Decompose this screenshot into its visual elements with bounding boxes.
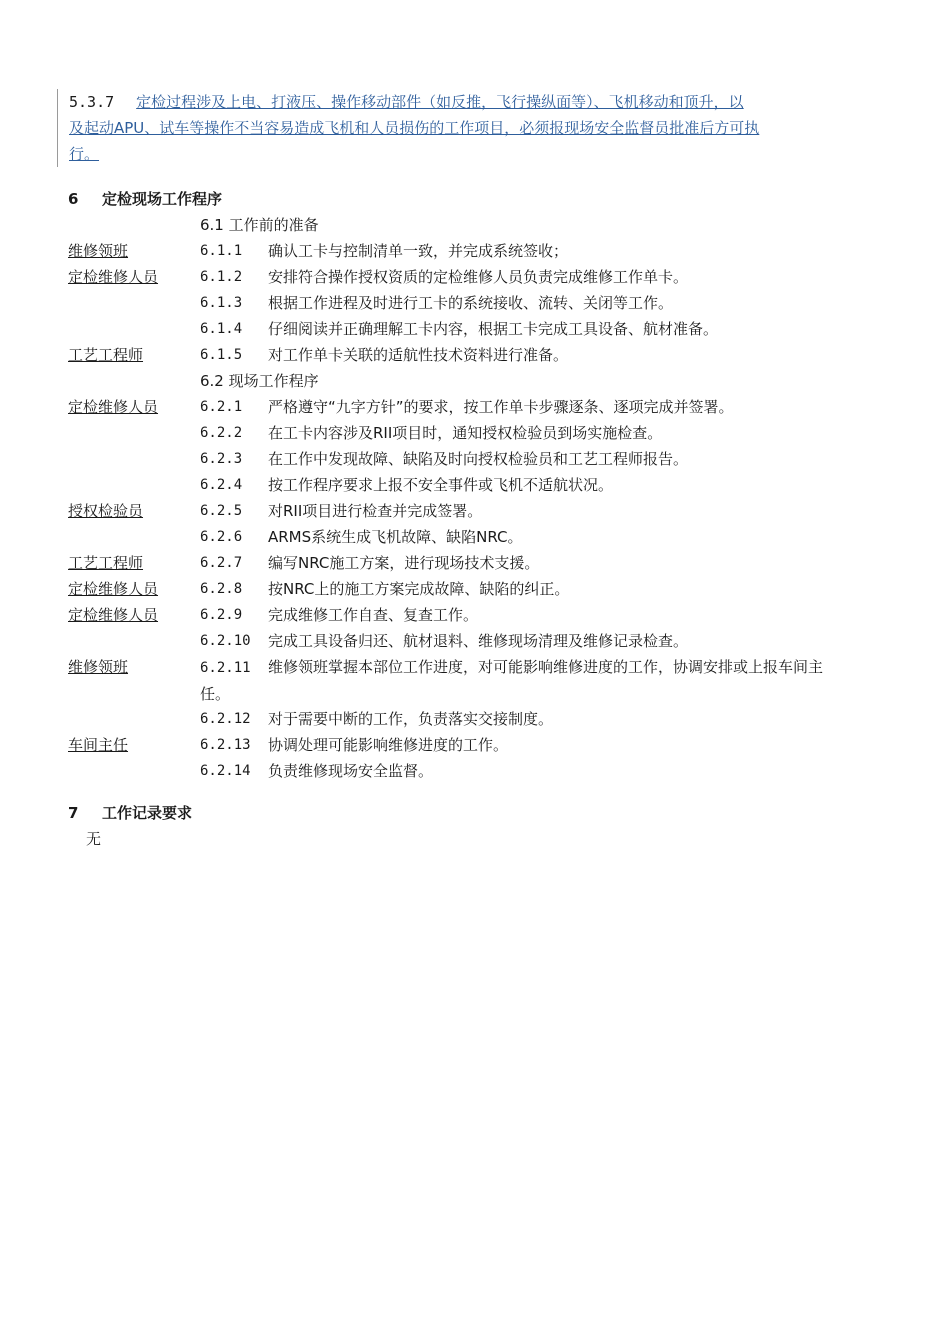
list-item — [68, 602, 848, 628]
role-label: 定检维修人员 — [68, 606, 159, 624]
item-number: 6.2.8 — [200, 581, 243, 597]
role-label: 车间主任 — [68, 736, 129, 754]
list-item — [68, 446, 848, 472]
item-text: 维修领班掌握本部位工作进度，对可能影响维修进度的工作，协调安排或上报车间主任。 — [200, 658, 824, 703]
item-text: 仔细阅读并正确理解工卡内容，根据工卡完成工具设备、航材准备。 — [268, 320, 719, 338]
section-7-number: 7 — [68, 804, 79, 822]
role-label: 维修领班 — [68, 242, 129, 260]
list-item — [68, 394, 848, 420]
list-item — [68, 498, 848, 524]
item-text: 根据工作进程及时进行工卡的系统接收、流转、关闭等工作。 — [268, 294, 674, 312]
subsection-6-1-title: 6.1 工作前的准备 — [200, 216, 319, 234]
subsection-6-2 — [68, 368, 848, 394]
item-text: 负责维修现场安全监督。 — [268, 762, 434, 780]
item-text: 严格遵守“九字方针”的要求，按工作单卡步骤逐条、逐项完成并签署。 — [268, 398, 734, 416]
role-label: 定检维修人员 — [68, 398, 159, 416]
section-7-heading — [68, 800, 192, 826]
item-number: 6.2.11 — [200, 660, 251, 676]
section-5-3-7-text-2: 及起动APU、试车等操作不当容易造成飞机和人员损伤的工作项目，必须报现场安全监督员批准后方可执 — [69, 119, 760, 137]
section-5-3-7-text-1: 定检过程涉及上电、打液压、操作移动部件（如反推，飞行操纵面等）、飞机移动和顶升，以 — [136, 93, 744, 111]
item-number: 6.2.10 — [200, 633, 251, 649]
section-5-3-7 — [57, 89, 859, 167]
role-label: 工艺工程师 — [68, 346, 144, 364]
item-text: 按NRC上的施工方案完成故障、缺陷的纠正。 — [268, 580, 570, 598]
role-label: 维修领班 — [68, 658, 129, 676]
item-number: 6.2.3 — [200, 451, 243, 467]
item-number: 6.2.7 — [200, 555, 243, 571]
list-item — [68, 264, 848, 290]
item-number: 6.2.2 — [200, 425, 243, 441]
item-number: 6.2.9 — [200, 607, 243, 623]
item-text: 在工作中发现故障、缺陷及时向授权检验员和工艺工程师报告。 — [268, 450, 689, 468]
item-number: 6.1.5 — [200, 347, 243, 363]
item-text: 确认工卡与控制清单一致，并完成系统签收； — [268, 242, 569, 260]
section-7-content: 无 — [86, 830, 102, 848]
section-6-heading — [68, 186, 222, 212]
list-item — [68, 524, 848, 550]
item-number: 6.1.2 — [200, 269, 243, 285]
list-item — [68, 238, 848, 264]
item-text: 在工卡内容涉及RII项目时，通知授权检验员到场实施检查。 — [268, 424, 663, 442]
list-item — [68, 628, 848, 654]
item-text: ARMS系统生成飞机故障、缺陷NRC。 — [268, 528, 523, 546]
item-text: 编写NRC施工方案，进行现场技术支援。 — [268, 554, 540, 572]
item-text: 对工作单卡关联的适航性技术资料进行准备。 — [268, 346, 569, 364]
list-item — [68, 472, 848, 498]
list-item — [68, 550, 848, 576]
item-text-wrapped — [200, 654, 840, 707]
item-text: 对于需要中断的工作，负责落实交接制度。 — [268, 710, 554, 728]
list-item — [68, 706, 848, 732]
item-number: 6.2.4 — [200, 477, 243, 493]
section-5-3-7-text-3: 行。 — [69, 145, 100, 163]
subsection-6-2-title: 6.2 现场工作程序 — [200, 372, 319, 390]
item-number: 6.2.6 — [200, 529, 243, 545]
item-number: 6.2.12 — [200, 711, 251, 727]
role-label: 定检维修人员 — [68, 268, 159, 286]
list-item — [68, 290, 848, 316]
item-number: 6.1.3 — [200, 295, 243, 311]
role-label: 授权检验员 — [68, 502, 144, 520]
section-5-3-7-number: 5.3.7 — [69, 93, 115, 111]
section-6-number: 6 — [68, 190, 79, 208]
role-label: 工艺工程师 — [68, 554, 144, 572]
section-6-title: 定检现场工作程序 — [102, 190, 223, 208]
list-item — [68, 732, 848, 758]
list-item — [68, 654, 848, 706]
item-number: 6.2.1 — [200, 399, 243, 415]
item-text: 完成维修工作自查、复查工作。 — [268, 606, 479, 624]
item-number: 6.2.13 — [200, 737, 251, 753]
item-text: 安排符合操作授权资质的定检维修人员负责完成维修工作单卡。 — [268, 268, 689, 286]
list-item — [68, 420, 848, 446]
list-item — [68, 316, 848, 342]
list-item — [68, 576, 848, 602]
item-text: 按工作程序要求上报不安全事件或飞机不适航状况。 — [268, 476, 614, 494]
role-label: 定检维修人员 — [68, 580, 159, 598]
section-5-3-7-line-1 — [69, 89, 859, 115]
section-7-title: 工作记录要求 — [102, 804, 193, 822]
list-item — [68, 342, 848, 368]
item-number: 6.1.1 — [200, 243, 243, 259]
item-text: 协调处理可能影响维修进度的工作。 — [268, 736, 509, 754]
item-text: 对RII项目进行检查并完成签署。 — [268, 502, 483, 520]
item-text: 完成工具设备归还、航材退料、维修现场清理及维修记录检查。 — [268, 632, 689, 650]
item-number: 6.2.5 — [200, 503, 243, 519]
item-number: 6.2.14 — [200, 763, 251, 779]
item-number: 6.1.4 — [200, 321, 243, 337]
subsection-6-1 — [68, 212, 848, 238]
list-item — [68, 758, 848, 784]
